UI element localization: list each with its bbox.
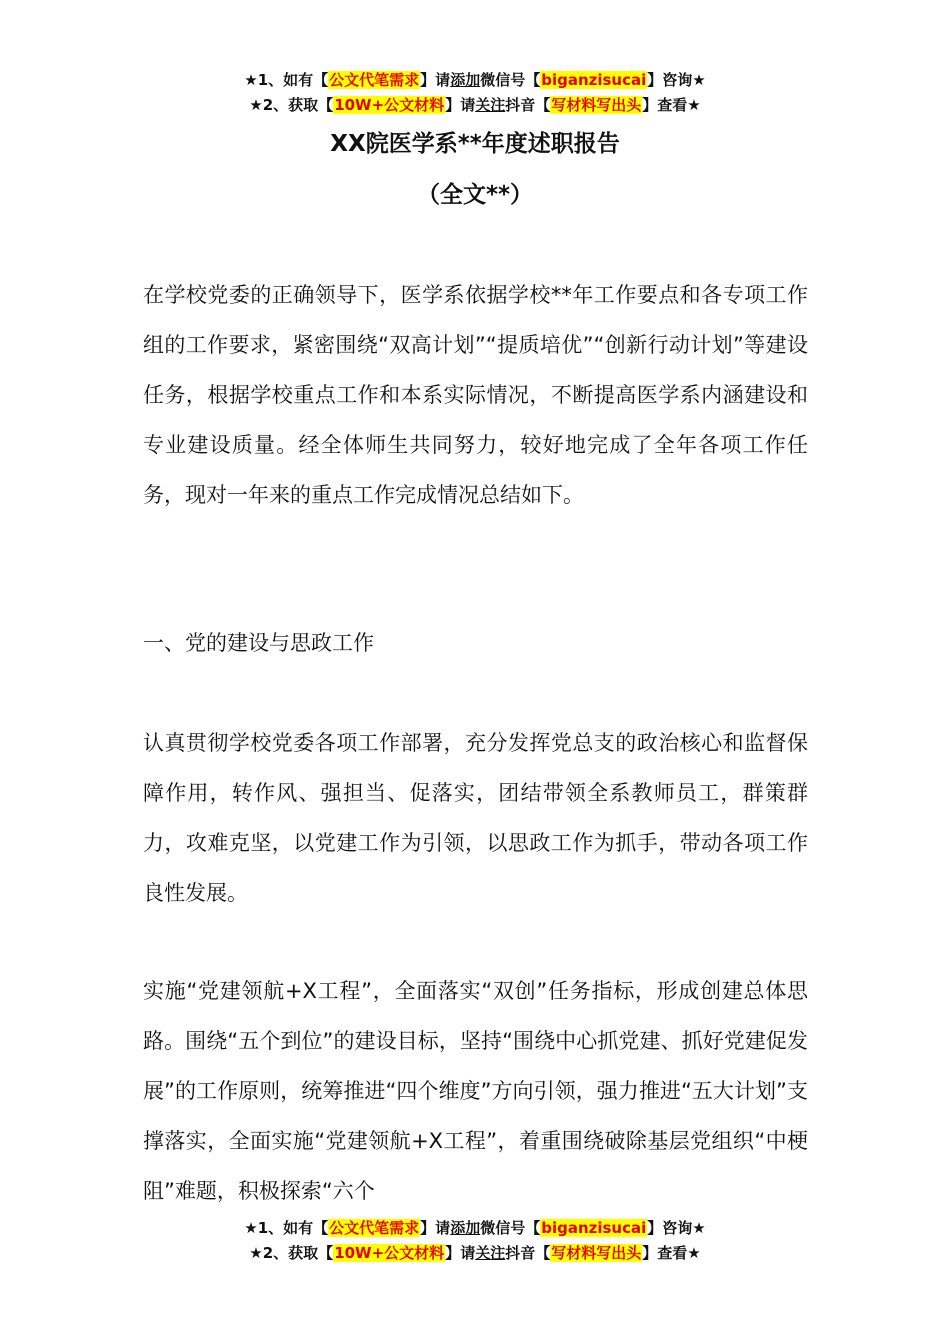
paragraph-party-navigation: 实施“党建领航+X工程”，全面落实“双创”任务指标，形成创建总体思路。围绕“五个到位”的建设目标，坚持“围绕中心抓党建、抓好党建促发展”的工作原则，统筹推进“四个维度”方向引领，强力推进“五大计划”支撑落实，全面实施“党建领航+X工程”，着重围绕破除基层党组织“中梗阻”难题，积极探索“六个 [143,979,808,1203]
promo-line-2: ★2、获取【10W+公文材料】请关注抖音【写材料写出头】查看★ [249,1244,701,1262]
promo-highlight: biganzisucai [541,1219,647,1237]
promo-line-1: ★1、如有【公文代笔需求】请添加微信号【biganzisucai】咨询★ [244,71,706,89]
promo-highlight: 10W+公文材料 [334,1244,445,1262]
promo-line-2: ★2、获取【10W+公文材料】请关注抖音【写材料写出头】查看★ [249,96,701,114]
promo-highlight: 写材料写出头 [551,1244,642,1262]
document-title: XX院医学系**年度述职报告 [330,131,620,157]
promo-line-1: ★1、如有【公文代笔需求】请添加微信号【biganzisucai】咨询★ [244,1219,706,1237]
paragraph-party-building: 认真贯彻学校党委各项工作部署，充分发挥党总支的政治核心和监督保障作用，转作风、强担当、促落实，团结带领全系教师员工，群策群力，攻难克坚，以党建工作为引领，以思政工作为抓手，带动各项工作良性发展。 [143,731,808,905]
promo-highlight: 10W+公文材料 [334,96,445,114]
promo-highlight: 写材料写出头 [551,96,642,114]
promo-highlight: biganzisucai [541,71,647,89]
section-heading-1: 一、党的建设与思政工作 [143,631,374,655]
footer-promo-banner [0,1216,950,1266]
header-promo-banner [0,68,950,118]
promo-highlight: 公文代笔需求 [329,1219,420,1237]
promo-highlight: 公文代笔需求 [329,71,420,89]
document-subtitle: （全文**） [416,182,534,208]
paragraph-intro: 在学校党委的正确领导下，医学系依据学校**年工作要点和各专项工作组的工作要求，紧密围绕“双高计划”“提质培优”“创新行动计划”等建设任务，根据学校重点工作和本系实际情况，不断提高医学系内涵建设和专业建设质量。经全体师生共同努力，较好地完成了全年各项工作任务，现对一年来的重点工作完成情况总结如下。 [143,283,808,507]
